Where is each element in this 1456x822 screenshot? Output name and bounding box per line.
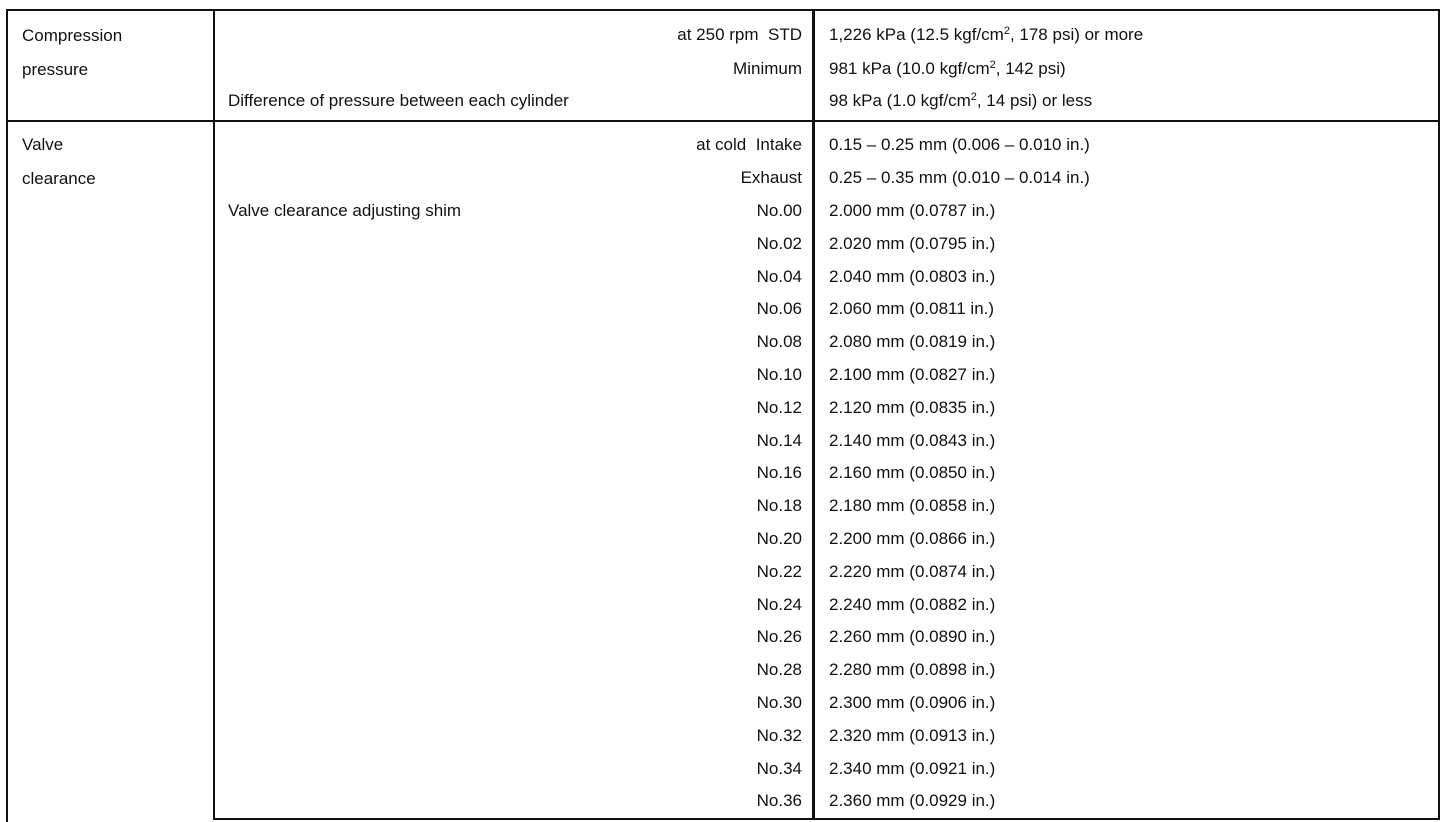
shim-number: No.26	[756, 627, 802, 646]
shim-thickness-value: 2.360 mm (0.0929 in.)	[829, 791, 996, 810]
valve-label-line1: Valve	[22, 135, 64, 154]
valve-intake-desc	[696, 135, 802, 155]
superscript: 2	[1003, 25, 1010, 37]
superscript: 2	[970, 91, 977, 103]
shim-number: No.24	[756, 595, 802, 614]
shim-number: No.06	[756, 299, 802, 318]
value-text: 981 kPa (10.0 kgf/cm	[829, 59, 990, 78]
shim-thickness-value: 2.340 mm (0.0921 in.)	[829, 759, 996, 778]
shim-number: No.04	[756, 267, 802, 286]
value-text: , 14 psi) or less	[976, 91, 1093, 110]
table-border-left	[6, 9, 8, 822]
shim-number: No.10	[756, 365, 802, 384]
shim-number: No.32	[756, 726, 802, 745]
shim-number: No.34	[756, 759, 802, 778]
shim-thickness-value: 2.300 mm (0.0906 in.)	[829, 693, 996, 712]
valve-intake-value: 0.15 – 0.25 mm (0.006 – 0.010 in.)	[829, 135, 1090, 154]
valve-intake-label: Intake	[755, 135, 802, 154]
shim-number: No.14	[756, 431, 802, 450]
compression-difference-value	[829, 91, 1092, 111]
compression-minimum-value	[829, 59, 1066, 79]
section-divider	[6, 120, 1440, 122]
valve-cold-label: at cold	[696, 135, 747, 154]
table-border-bottom	[214, 818, 1440, 820]
compression-rpm: at 250 rpm	[677, 25, 759, 44]
valve-exhaust-label: Exhaust	[740, 168, 802, 187]
table-border-right	[1438, 9, 1440, 820]
shim-thickness-value: 2.040 mm (0.0803 in.)	[829, 267, 996, 286]
shim-thickness-value: 2.320 mm (0.0913 in.)	[829, 726, 996, 745]
shim-thickness-value: 2.180 mm (0.0858 in.)	[829, 496, 996, 515]
shim-number: No.36	[756, 791, 802, 810]
shim-label: Valve clearance adjusting shim	[228, 201, 462, 220]
shim-number: No.28	[756, 660, 802, 679]
shim-thickness-value: 2.140 mm (0.0843 in.)	[829, 431, 996, 450]
compression-label-line1: Compression	[22, 26, 123, 45]
compression-difference-label: Difference of pressure between each cylinder	[228, 91, 569, 110]
shim-number: No.02	[756, 234, 802, 253]
value-text: 98 kPa (1.0 kgf/cm	[829, 91, 971, 110]
shim-thickness-value: 2.280 mm (0.0898 in.)	[829, 660, 996, 679]
compression-label-line2: pressure	[22, 60, 89, 79]
shim-thickness-value: 2.120 mm (0.0835 in.)	[829, 398, 996, 417]
table-border-top	[6, 9, 1440, 11]
label-column-divider	[213, 9, 215, 820]
shim-number: No.12	[756, 398, 802, 417]
compression-std: STD	[768, 25, 802, 44]
shim-number: No.20	[756, 529, 802, 548]
shim-number: No.00	[756, 201, 802, 220]
shim-thickness-value: 2.080 mm (0.0819 in.)	[829, 332, 996, 351]
shim-thickness-value: 2.260 mm (0.0890 in.)	[829, 627, 996, 646]
valve-label-line2: clearance	[22, 169, 96, 188]
shim-thickness-value: 2.220 mm (0.0874 in.)	[829, 562, 996, 581]
shim-number: No.16	[756, 463, 802, 482]
shim-number: No.22	[756, 562, 802, 581]
shim-number: No.30	[756, 693, 802, 712]
shim-thickness-value: 2.060 mm (0.0811 in.)	[829, 299, 995, 318]
value-text: , 178 psi) or more	[1009, 25, 1144, 44]
valve-exhaust-value: 0.25 – 0.35 mm (0.010 – 0.014 in.)	[829, 168, 1090, 187]
shim-thickness-value: 2.000 mm (0.0787 in.)	[829, 201, 996, 220]
superscript: 2	[989, 59, 996, 71]
shim-thickness-value: 2.200 mm (0.0866 in.)	[829, 529, 996, 548]
shim-thickness-value: 2.240 mm (0.0882 in.)	[829, 595, 996, 614]
compression-row-std-desc	[677, 25, 802, 45]
shim-thickness-value: 2.020 mm (0.0795 in.)	[829, 234, 996, 253]
compression-std-value	[829, 25, 1143, 45]
shim-thickness-value: 2.160 mm (0.0850 in.)	[829, 463, 996, 482]
value-text: , 142 psi)	[995, 59, 1066, 78]
shim-number: No.18	[756, 496, 802, 515]
value-column-divider	[812, 9, 815, 820]
shim-number: No.08	[756, 332, 802, 351]
value-text: 1,226 kPa (12.5 kgf/cm	[829, 25, 1004, 44]
compression-minimum-label: Minimum	[733, 59, 802, 78]
shim-thickness-value: 2.100 mm (0.0827 in.)	[829, 365, 996, 384]
